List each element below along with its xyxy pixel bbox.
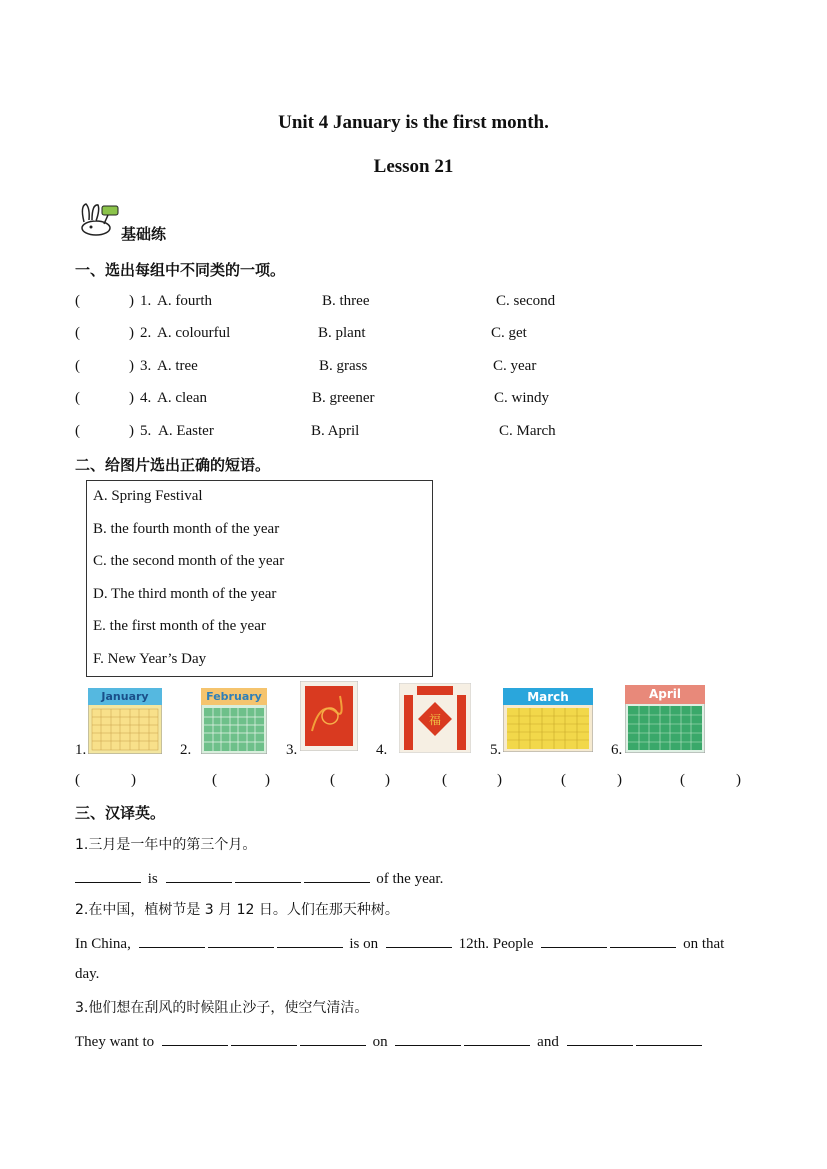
paren-open: ( xyxy=(75,423,80,439)
paren-close: ) xyxy=(617,772,622,788)
option-a: A. fourth xyxy=(157,293,212,309)
spring-couplet-picture-icon xyxy=(399,683,471,753)
paren-close: ) xyxy=(129,325,134,341)
picture-number: 6. xyxy=(611,742,623,758)
picture-number: 4. xyxy=(376,742,388,758)
answer-blank[interactable] xyxy=(386,933,452,948)
option-c: C. windy xyxy=(494,390,550,406)
lesson-title: Lesson 21 xyxy=(373,156,454,177)
option-c: C. March xyxy=(499,423,556,439)
phrase-options-box xyxy=(86,480,433,677)
q1-is: is xyxy=(147,871,158,887)
paren-open: ( xyxy=(75,772,80,788)
paren-close: ) xyxy=(129,358,134,374)
paren-close: ) xyxy=(265,772,270,788)
answer-blank[interactable] xyxy=(75,868,141,883)
q2-start: In China, xyxy=(75,936,131,952)
question-number: 2. xyxy=(140,325,152,341)
option-c: C. second xyxy=(496,293,556,309)
paren-open: ( xyxy=(75,325,80,341)
picture-number: 3. xyxy=(286,742,298,758)
paren-open: ( xyxy=(680,772,685,788)
q1-chinese: 1.三月是一年中的第三个月。 xyxy=(75,837,257,853)
q2-chinese: 2.在中国，植树节是 3 月 12 日。人们在那天种树。 xyxy=(75,902,399,918)
answer-blank[interactable] xyxy=(208,933,274,948)
calendar-month-label: February xyxy=(206,690,262,703)
answer-blank[interactable] xyxy=(231,1031,297,1046)
paren-close: ) xyxy=(129,390,134,406)
q2-is-on: is on xyxy=(349,936,379,952)
question-number: 5. xyxy=(140,423,152,439)
paren-close: ) xyxy=(129,423,134,439)
option-b: B. grass xyxy=(319,358,368,374)
paren-open: ( xyxy=(561,772,566,788)
option-c: C. get xyxy=(491,325,527,341)
answer-blank[interactable] xyxy=(300,1031,366,1046)
paren-close: ) xyxy=(129,293,134,309)
q3-chinese: 3.他们想在刮风的时候阻止沙子，使空气清洁。 xyxy=(75,1000,369,1016)
answer-blank[interactable] xyxy=(541,933,607,948)
option-b: B. greener xyxy=(312,390,375,406)
question-number: 3. xyxy=(140,358,152,374)
q2-english-line xyxy=(75,933,724,953)
calendar-month-label: March xyxy=(527,690,569,704)
answer-blank[interactable] xyxy=(395,1031,461,1046)
q2-12th: 12th. People xyxy=(458,936,534,952)
answer-blank[interactable] xyxy=(166,868,232,883)
picture-number: 2. xyxy=(180,742,192,758)
paren-open: ( xyxy=(75,358,80,374)
bunny-mascot-icon xyxy=(74,202,120,238)
section3-heading: 三、汉译英。 xyxy=(75,804,166,822)
page-title: Unit 4 January is the first month. xyxy=(278,112,549,133)
phrase-option: B. the fourth month of the year xyxy=(93,521,280,537)
q3-on: on xyxy=(372,1034,388,1050)
picture-number: 1. xyxy=(75,742,87,758)
paren-open: ( xyxy=(75,293,80,309)
q2-end-day: day. xyxy=(75,966,100,982)
q3-start: They want to xyxy=(75,1034,155,1050)
phrase-option: D. The third month of the year xyxy=(93,586,277,602)
option-b: B. plant xyxy=(318,325,366,341)
q1-end: of the year. xyxy=(376,871,444,887)
answer-blank[interactable] xyxy=(464,1031,530,1046)
answer-blank[interactable] xyxy=(162,1031,228,1046)
paren-close: ) xyxy=(736,772,741,788)
paren-open: ( xyxy=(75,390,80,406)
paren-open: ( xyxy=(442,772,447,788)
option-a: A. Easter xyxy=(158,423,214,439)
phrase-option: A. Spring Festival xyxy=(93,488,203,504)
phrase-option: C. the second month of the year xyxy=(93,553,285,569)
paren-open: ( xyxy=(212,772,217,788)
question-number: 4. xyxy=(140,390,152,406)
answer-blank[interactable] xyxy=(235,868,301,883)
q1-english-line xyxy=(75,868,443,888)
answer-blank[interactable] xyxy=(567,1031,633,1046)
question-number: 1. xyxy=(140,293,152,309)
option-b: B. three xyxy=(322,293,370,309)
option-a: A. clean xyxy=(157,390,207,406)
option-b: B. April xyxy=(311,423,360,439)
answer-blank[interactable] xyxy=(610,933,676,948)
picture-number: 5. xyxy=(490,742,502,758)
svg-text:福: 福 xyxy=(428,713,442,727)
paren-close: ) xyxy=(131,772,136,788)
phrase-option: F. New Year’s Day xyxy=(93,651,207,667)
calendar-month-label: April xyxy=(648,687,682,701)
option-c: C. year xyxy=(493,358,537,374)
paren-close: ) xyxy=(385,772,390,788)
answer-blank[interactable] xyxy=(277,933,343,948)
paren-close: ) xyxy=(497,772,502,788)
phrase-option: E. the first month of the year xyxy=(93,618,266,634)
answer-blank[interactable] xyxy=(304,868,370,883)
q3-and: and xyxy=(537,1034,559,1050)
answer-blank[interactable] xyxy=(636,1031,702,1046)
red-envelope-picture-icon xyxy=(300,681,358,751)
section2-heading: 二、给图片选出正确的短语。 xyxy=(75,456,271,474)
option-a: A. tree xyxy=(157,358,198,374)
section1-heading: 一、选出每组中不同类的一项。 xyxy=(75,261,286,279)
badge-label: 基础练 xyxy=(121,225,167,243)
paren-open: ( xyxy=(330,772,335,788)
option-a: A. colourful xyxy=(157,325,231,341)
q3-english-line xyxy=(75,1031,705,1051)
q2-end: on that xyxy=(683,936,725,952)
answer-blank[interactable] xyxy=(139,933,205,948)
calendar-month-label: January xyxy=(101,690,149,703)
